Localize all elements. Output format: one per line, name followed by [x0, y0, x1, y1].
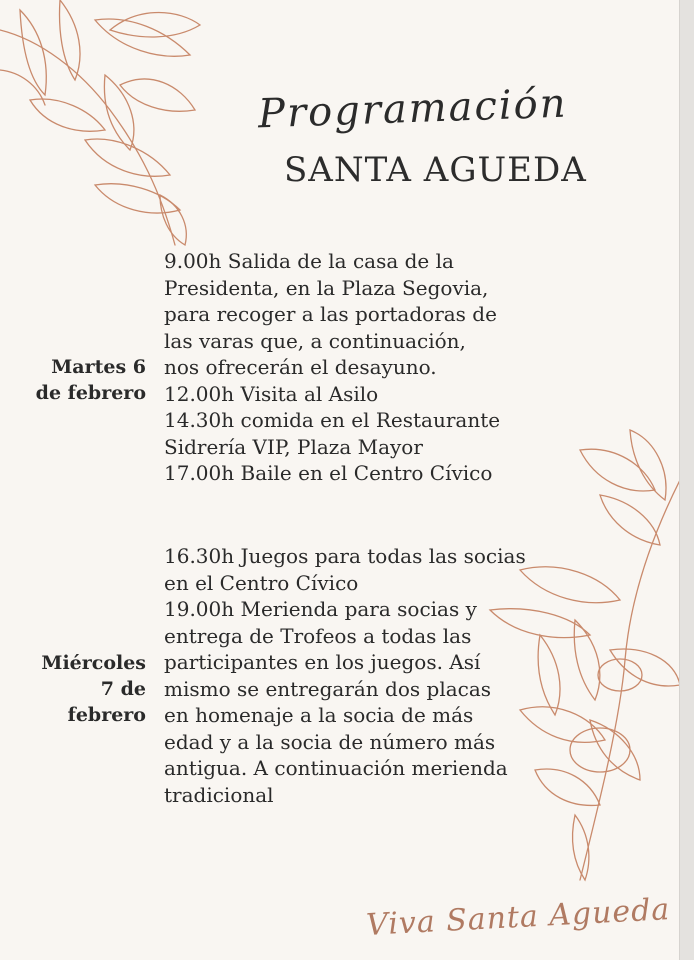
day-label-line: Miércoles	[41, 652, 146, 674]
event-line: 12.00h Visita al Asilo	[164, 381, 379, 406]
events-tuesday	[164, 248, 534, 487]
script-title: Programación	[257, 80, 569, 138]
event-line: 16.30h Juegos para todas las socias	[164, 544, 526, 568]
event-line: Sidrería VIP, Plaza Mayor	[164, 434, 423, 459]
event-line: en homenaje a la socia de más	[164, 703, 474, 727]
day-label-tuesday	[6, 354, 146, 406]
day-label-line: 7 de	[100, 678, 146, 700]
event-line: nos ofrecerán el desayuno.	[164, 355, 437, 379]
event-line: las varas que, a continuación,	[164, 328, 466, 353]
event-line: 14.30h comida en el Restaurante	[164, 408, 501, 432]
floral-top-left	[0, 0, 215, 250]
page-edge	[679, 0, 694, 960]
event-line: en el Centro Cívico	[164, 570, 359, 595]
event-line: 17.00h Baile en el Centro Cívico	[164, 461, 493, 485]
event-line: edad y a la socia de número más	[164, 729, 496, 754]
events-wednesday	[164, 543, 534, 808]
page-title: SANTA AGUEDA	[284, 150, 587, 190]
event-line: para recoger a las portadoras de	[164, 302, 497, 326]
day-label-line: febrero	[67, 704, 146, 726]
footer-signature: Viva Santa Agueda	[365, 892, 672, 943]
event-line: antigua. A continuación merienda	[164, 756, 508, 780]
event-line: mismo se entregarán dos placas	[164, 676, 492, 701]
event-line: entrega de Trofeos a todas las	[164, 623, 472, 648]
day-label-wednesday	[6, 650, 146, 728]
event-line: Presidenta, en la Plaza Segovia,	[164, 275, 489, 300]
event-line: 9.00h Salida de la casa de la	[164, 249, 454, 273]
day-label-line: Martes 6	[51, 356, 146, 378]
event-line: participantes en los juegos. Así	[164, 650, 481, 674]
event-line: 19.00h Merienda para socias y	[164, 597, 477, 621]
event-line: tradicional	[164, 782, 274, 807]
day-label-line: de febrero	[35, 382, 146, 404]
